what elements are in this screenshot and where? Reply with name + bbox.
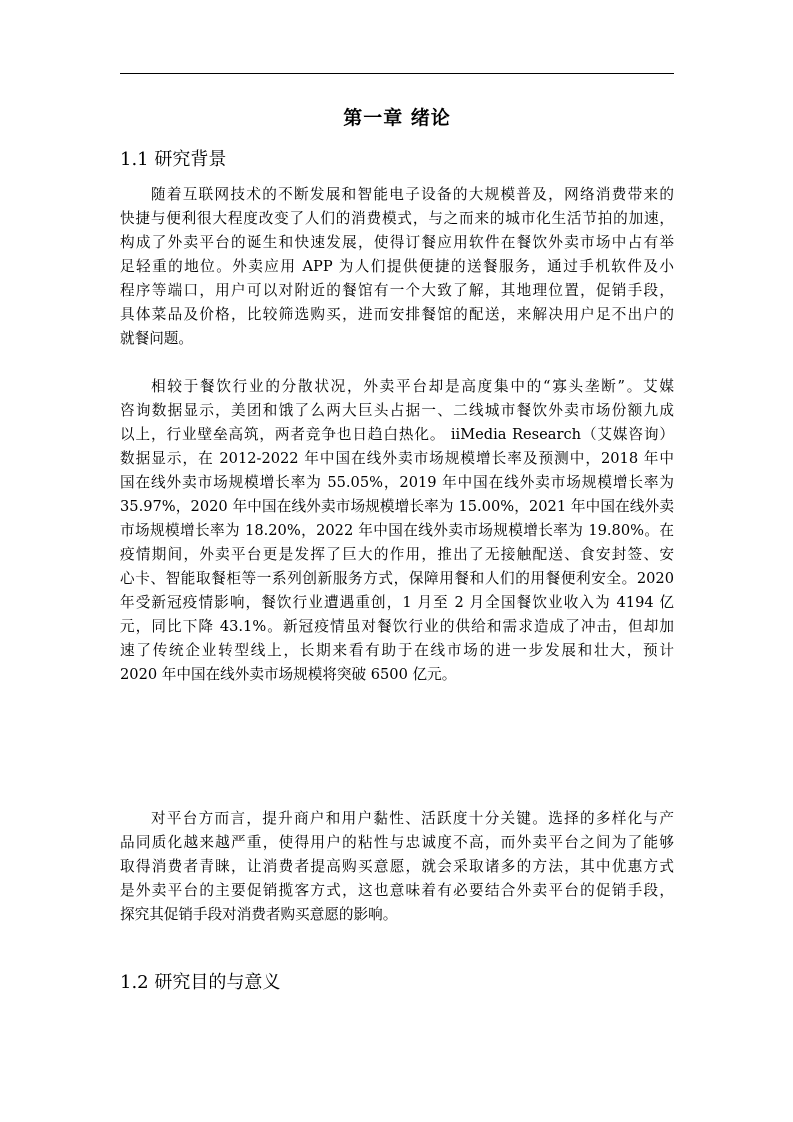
paragraph-line: 取得消费者青睐，让消费者提高购买意愿，就会采取诸多的方法，其中优惠方式 — [120, 858, 674, 875]
paragraph-line: 对平台方而言，提升商户和用户黏性、活跃度十分关键。选择的多样化与产 — [151, 810, 674, 827]
paragraph — [120, 375, 674, 687]
paragraph-line: 数据显示，在 2012-2022 年中国在线外卖市场规模增长率及预测中，2018 年中 — [120, 450, 674, 467]
chapter-title: 第一章 绪论 — [343, 107, 451, 129]
header-rule — [120, 73, 674, 74]
paragraph-line: 元，同比下降 43.1%。新冠疫情虽对餐饮行业的供给和需求造成了冲击，但却加 — [120, 618, 674, 635]
paragraph-line: 国在线外卖市场规模增长率为 55.05%，2019 年中国在线外卖市场规模增长率为 — [120, 474, 674, 491]
paragraph-line: 足轻重的地位。外卖应用 APP 为人们提供便捷的送餐服务，通过手机软件及小 — [120, 258, 674, 275]
paragraph-line: 速了传统企业转型线上，长期来看有助于在线市场的进一步发展和壮大，预计 — [120, 642, 674, 659]
paragraph-line: 35.97%，2020 年中国在线外卖市场规模增长率为 15.00%，2021 年中国在线外卖 — [120, 498, 674, 515]
paragraph-line: 是外卖平台的主要促销揽客方式，这也意味着有必要结合外卖平台的促销手段， — [120, 882, 674, 899]
paragraph-line: 以上，行业壁垒高筑，两者竞争也日趋白热化。 iiMedia Research（艾媒咨询） — [120, 426, 674, 443]
paragraph — [120, 183, 674, 351]
paragraph-line: 程序等端口，用户可以对附近的餐馆有一个大致了解，其地理位置，促销手段， — [120, 282, 674, 299]
paragraph-line: 2020 年中国在线外卖市场规模将突破 6500 亿元。 — [120, 666, 457, 683]
paragraph-line: 具体菜品及价格，比较筛选购买，进而安排餐馆的配送，来解决用户足不出户的 — [120, 306, 674, 323]
section-heading-1-2: 1.2 研究目的与意义 — [120, 972, 281, 993]
section-heading-1-1: 1.1 研究背景 — [120, 149, 227, 170]
paragraph-line: 随着互联网技术的不断发展和智能电子设备的大规模普及，网络消费带来的 — [151, 186, 674, 203]
paragraph-line: 疫情期间，外卖平台更是发挥了巨大的作用，推出了无接触配送、食安封签、安 — [120, 546, 674, 563]
paragraph-line: 快捷与便利很大程度改变了人们的消费模式，与之而来的城市化生活节拍的加速， — [120, 210, 674, 227]
paragraph-line: 相较于餐饮行业的分散状况，外卖平台却是高度集中的“寡头垄断”。艾媒 — [151, 378, 674, 395]
paragraph — [120, 807, 674, 927]
paragraph-line: 心卡、智能取餐柜等一系列创新服务方式，保障用餐和人们的用餐便利安全。2020 — [120, 570, 674, 587]
paragraph-line: 构成了外卖平台的诞生和快速发展，使得订餐应用软件在餐饮外卖市场中占有举 — [120, 234, 674, 251]
paragraph-line: 市场规模增长率为 18.20%，2022 年中国在线外卖市场规模增长率为 19.80%。在 — [120, 522, 674, 539]
paragraph-line: 品同质化越来越严重，使得用户的粘性与忠诚度不高，而外卖平台之间为了能够 — [120, 834, 674, 851]
paragraph-line: 探究其促销手段对消费者购买意愿的影响。 — [120, 906, 398, 923]
paragraph-line: 就餐问题。 — [120, 330, 193, 347]
paragraph-line: 咨询数据显示，美团和饿了么两大巨头占据一、二线城市餐饮外卖市场份额九成 — [120, 402, 674, 419]
paragraph-line: 年受新冠疫情影响，餐饮行业遭遇重创，1 月至 2 月全国餐饮业收入为 4194 亿 — [120, 594, 674, 611]
